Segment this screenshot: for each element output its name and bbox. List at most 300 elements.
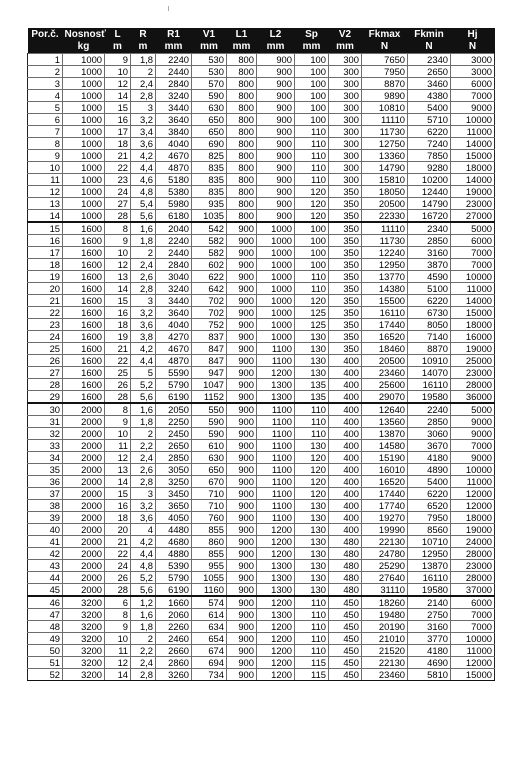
table-cell: 1100 [257,403,295,416]
table-cell: 4180 [408,645,451,657]
table-cell: 27 [28,367,63,379]
table-cell: 7240 [408,138,451,150]
table-cell: 1200 [257,621,295,633]
table-cell: 23 [28,319,63,331]
table-cell: 4040 [156,138,192,150]
table-cell: 4040 [156,319,192,331]
table-cell: 1,6 [131,403,156,416]
table-cell: 1300 [257,560,295,572]
table-cell: 5810 [408,669,451,681]
table-cell: 900 [227,391,257,404]
table-cell: 935 [192,198,227,210]
table-cell: 2250 [156,416,192,428]
table-cell: 28 [105,391,131,404]
table-cell: 100 [295,90,329,102]
table-cell: 900 [257,90,295,102]
table-cell: 1600 [63,391,105,404]
table-cell: 900 [227,488,257,500]
table-cell: 12 [105,657,131,669]
table-cell: 1000 [63,210,105,223]
table-cell: 18050 [362,186,408,198]
table-cell: 21 [105,536,131,548]
table-cell: 2000 [63,536,105,548]
table-cell: 10910 [408,355,451,367]
table-cell: 10810 [362,102,408,114]
table-cell: 7950 [362,66,408,78]
table-cell: 2 [131,428,156,440]
table-cell: 29 [28,391,63,404]
table-cell: 1000 [257,283,295,295]
table-cell: 19000 [451,524,495,536]
table-cell: 847 [192,343,227,355]
table-cell: 44 [28,572,63,584]
table-cell: 3200 [63,621,105,633]
table-cell: 2240 [156,54,192,66]
table-cell: 130 [295,331,329,343]
table-cell: 14 [105,669,131,681]
table-cell: 2450 [156,428,192,440]
table-cell: 4,2 [131,536,156,548]
table-row [28,247,495,259]
table-cell: 450 [329,609,362,621]
table-cell: 16000 [451,331,495,343]
table-cell: 1600 [63,283,105,295]
table-cell: 2000 [63,584,105,597]
table-row [28,343,495,355]
col-header-l: L [105,28,131,41]
table-cell: 2660 [156,645,192,657]
table-cell: 6000 [451,596,495,609]
table-cell: 3,2 [131,114,156,126]
table-cell: 2000 [63,452,105,464]
table-cell: 51 [28,657,63,669]
table-cell: 1000 [63,90,105,102]
table-cell: 5390 [156,560,192,572]
table-cell: 1000 [257,235,295,247]
table-cell: 1100 [257,428,295,440]
table-cell: 3,4 [131,126,156,138]
table-cell: 900 [227,633,257,645]
table-cell: 18000 [451,512,495,524]
table-cell: 12 [105,259,131,271]
table-cell: 5,2 [131,379,156,391]
table-cell: 800 [227,114,257,126]
table-cell: 3440 [156,295,192,307]
table-cell: 7000 [451,247,495,259]
col-header-r: R [131,28,156,41]
table-cell: 3 [131,488,156,500]
col-header-fkmax: Fkmax [362,28,408,41]
table-cell: 23000 [451,367,495,379]
table-cell: 900 [257,198,295,210]
table-cell: 2240 [408,403,451,416]
table-cell: 15000 [451,669,495,681]
table-cell: 20190 [362,621,408,633]
table-cell: 825 [192,150,227,162]
table-cell: 2750 [408,609,451,621]
table-cell: 837 [192,331,227,343]
col-unit-v2: mm [329,41,362,54]
table-cell: 400 [329,379,362,391]
table-cell: 300 [329,66,362,78]
table-cell: 52 [28,669,63,681]
table-cell: 2850 [156,452,192,464]
table-cell: 480 [329,560,362,572]
table-cell: 900 [227,621,257,633]
table-cell: 350 [329,210,362,223]
table-cell: 900 [227,536,257,548]
table-cell: 2000 [63,524,105,536]
table-cell: 5,2 [131,572,156,584]
table-cell: 14790 [362,162,408,174]
table-cell: 900 [227,596,257,609]
table-cell: 400 [329,464,362,476]
table-cell: 2040 [156,222,192,235]
table-cell: 582 [192,235,227,247]
col-unit-v1: mm [192,41,227,54]
table-cell: 6000 [451,235,495,247]
table-cell: 900 [257,162,295,174]
table-cell: 135 [295,379,329,391]
table-cell: 5980 [156,198,192,210]
table-cell: 1600 [63,222,105,235]
table-cell: 9 [105,235,131,247]
table-cell: 3260 [156,669,192,681]
table-cell: 37 [28,488,63,500]
table-cell: 4890 [408,464,451,476]
table-cell: 12750 [362,138,408,150]
table-cell: 6190 [156,391,192,404]
table-cell: 20 [28,283,63,295]
table-cell: 10000 [451,464,495,476]
table-cell: 2340 [408,54,451,66]
table-cell: 1,8 [131,621,156,633]
table-cell: 300 [329,150,362,162]
table-row [28,572,495,584]
table-cell: 3060 [408,428,451,440]
table-cell: 16110 [408,572,451,584]
table-cell: 5790 [156,379,192,391]
table-cell: 900 [257,138,295,150]
table-cell: 734 [192,669,227,681]
table-cell: 18000 [451,319,495,331]
table-cell: 24780 [362,548,408,560]
table-row [28,235,495,247]
table-cell: 760 [192,512,227,524]
table-cell: 3640 [156,114,192,126]
table-cell: 17 [105,126,131,138]
table-cell: 130 [295,500,329,512]
table-cell: 50 [28,645,63,657]
col-unit-por-c [28,41,63,54]
table-cell: 2440 [156,66,192,78]
table-cell: 450 [329,633,362,645]
table-cell: 2140 [408,596,451,609]
table-cell: 12000 [451,500,495,512]
table-cell: 4670 [156,343,192,355]
table-cell: 120 [295,186,329,198]
table-cell: 1000 [257,271,295,283]
table-cell: 6220 [408,488,451,500]
table-cell: 1,6 [131,609,156,621]
table-cell: 900 [257,78,295,90]
table-cell: 130 [295,512,329,524]
table-cell: 3,2 [131,500,156,512]
table-cell: 13360 [362,150,408,162]
table-cell: 400 [329,452,362,464]
table-cell: 2,2 [131,440,156,452]
table-cell: 14 [28,210,63,223]
table-cell: 130 [295,572,329,584]
table-cell: 130 [295,355,329,367]
table-row [28,560,495,572]
table-row [28,657,495,669]
table-cell: 1200 [257,633,295,645]
table-cell: 800 [227,210,257,223]
table-cell: 15 [105,295,131,307]
table-cell: 1200 [257,367,295,379]
table-cell: 11 [105,440,131,452]
table-cell: 23000 [451,560,495,572]
table-cell: 2240 [156,235,192,247]
table-cell: 6 [105,596,131,609]
table-cell: 14000 [451,295,495,307]
table-cell: 1000 [257,319,295,331]
table-cell: 2060 [156,609,192,621]
table-cell: 3240 [156,90,192,102]
table-cell: 400 [329,524,362,536]
table-cell: 900 [227,560,257,572]
table-cell: 19480 [362,609,408,621]
col-unit-sp: mm [295,41,329,54]
table-cell: 120 [295,198,329,210]
table-cell: 350 [329,198,362,210]
table-cell: 2460 [156,633,192,645]
table-cell: 542 [192,222,227,235]
table-cell: 1600 [63,295,105,307]
table-cell: 3,6 [131,512,156,524]
table-cell: 36000 [451,391,495,404]
table-cell: 1100 [257,416,295,428]
table-cell: 100 [295,222,329,235]
table-row [28,307,495,319]
table-cell: 6730 [408,307,451,319]
table-cell: 28 [105,210,131,223]
col-unit-l2: mm [257,41,295,54]
col-header-nosnost: Nosnosť [64,29,106,40]
table-cell: 800 [227,150,257,162]
table-cell: 1000 [63,138,105,150]
table-cell: 350 [329,235,362,247]
table-cell: 115 [295,669,329,681]
table-cell: 900 [227,548,257,560]
table-cell: 630 [192,452,227,464]
table-cell: 11000 [451,476,495,488]
table-cell: 9280 [408,162,451,174]
table-cell: 11110 [362,222,408,235]
table-cell: 46 [28,596,63,609]
table-row [28,259,495,271]
table-cell: 45 [28,584,63,597]
table-cell: 14380 [362,283,408,295]
table-cell: 1100 [257,488,295,500]
table-cell: 4180 [408,452,451,464]
table-row [28,416,495,428]
table-cell: 16110 [408,379,451,391]
table-cell: 16010 [362,464,408,476]
table-cell: 14 [105,90,131,102]
table-row [28,222,495,235]
table-cell: 5400 [408,102,451,114]
table-cell: 3870 [408,259,451,271]
table-cell: 17440 [362,488,408,500]
table-cell: 135 [295,391,329,404]
table-cell: 3770 [408,633,451,645]
table-cell: 1100 [257,500,295,512]
table-cell: 300 [329,138,362,150]
table-cell: 18260 [362,596,408,609]
table-cell: 22130 [362,657,408,669]
table-cell: 590 [192,428,227,440]
table-cell: 634 [192,621,227,633]
table-cell: 900 [227,235,257,247]
table-cell: 400 [329,367,362,379]
table-cell: 2000 [63,560,105,572]
table-cell: 9 [28,150,63,162]
table-cell: 130 [295,367,329,379]
table-cell: 350 [329,259,362,271]
table-cell: 900 [227,283,257,295]
table-cell: 5180 [156,174,192,186]
table-cell: 120 [295,295,329,307]
table-cell: 15000 [451,307,495,319]
table-cell: 22 [105,548,131,560]
table-cell: 19990 [362,524,408,536]
table-cell: 3840 [156,126,192,138]
table-cell: 4680 [156,536,192,548]
table-cell: 2,8 [131,90,156,102]
table-cell: 1200 [257,596,295,609]
table-cell: 110 [295,150,329,162]
table-cell: 1200 [257,657,295,669]
col-unit-l1: mm [227,41,257,54]
table-cell: 4380 [408,90,451,102]
table-cell: 2 [131,633,156,645]
table-cell: 16520 [362,476,408,488]
table-cell: 1200 [257,669,295,681]
table-cell: 900 [257,54,295,66]
table-cell: 11110 [362,114,408,126]
table-cell: 19580 [408,391,451,404]
table-cell: 19 [105,331,131,343]
table-cell: 835 [192,186,227,198]
table-row [28,596,495,609]
table-cell: 31110 [362,584,408,597]
table-cell: 300 [329,78,362,90]
table-cell: 16 [28,235,63,247]
table-cell: 2260 [156,621,192,633]
table-cell: 1000 [63,126,105,138]
table-cell: 694 [192,657,227,669]
table-cell: 450 [329,645,362,657]
table-cell: 11 [105,645,131,657]
table-cell: 2000 [63,416,105,428]
table-row [28,150,495,162]
table-cell: 8870 [362,78,408,90]
table-cell: 35 [28,464,63,476]
table-cell: 16720 [408,210,451,223]
table-cell: 900 [227,271,257,283]
table-cell: 11000 [451,283,495,295]
table-cell: 1152 [192,391,227,404]
table-cell: 1160 [192,584,227,597]
table-cell: 5,6 [131,391,156,404]
table-cell: 1100 [257,512,295,524]
table-row [28,524,495,536]
table-cell: 702 [192,295,227,307]
table-row [28,66,495,78]
table-cell: 110 [295,138,329,150]
table-cell: 125 [295,319,329,331]
table-cell: 900 [227,331,257,343]
table-cell: 5000 [451,403,495,416]
table-cell: 550 [192,403,227,416]
table-cell: 6520 [408,500,451,512]
load-capacity-table [27,28,494,681]
table-cell: 26 [105,379,131,391]
spec-table [27,28,495,681]
table-row [28,391,495,404]
table-cell: 2000 [63,464,105,476]
table-row [28,210,495,223]
table-cell: 2000 [63,500,105,512]
table-cell: 120 [295,452,329,464]
table-cell: 300 [329,162,362,174]
col-header-r1: R1 [156,28,192,41]
table-cell: 1,6 [131,222,156,235]
table-cell: 24000 [451,536,495,548]
table-row [28,500,495,512]
table-cell: 1055 [192,572,227,584]
table-cell: 1600 [63,319,105,331]
header-name-row [28,28,495,41]
table-cell: 21 [28,295,63,307]
table-cell: 24 [105,186,131,198]
table-cell: 2,8 [131,669,156,681]
table-cell: 42 [28,548,63,560]
table-cell: 16520 [362,331,408,343]
table-cell: 39 [28,512,63,524]
table-cell: 110 [295,416,329,428]
table-cell: 5790 [156,572,192,584]
table-cell: 7 [28,126,63,138]
table-cell: 800 [227,186,257,198]
table-cell: 130 [295,440,329,452]
table-cell: 22 [105,355,131,367]
table-cell: 450 [329,596,362,609]
table-cell: 14070 [408,367,451,379]
table-row [28,283,495,295]
table-cell: 900 [227,524,257,536]
table-cell: 3640 [156,307,192,319]
table-cell: 4590 [408,271,451,283]
table-cell: 2,4 [131,657,156,669]
table-cell: 350 [329,343,362,355]
table-cell: 4 [28,90,63,102]
table-cell: 110 [295,283,329,295]
table-cell: 300 [329,54,362,66]
table-cell: 14000 [451,138,495,150]
